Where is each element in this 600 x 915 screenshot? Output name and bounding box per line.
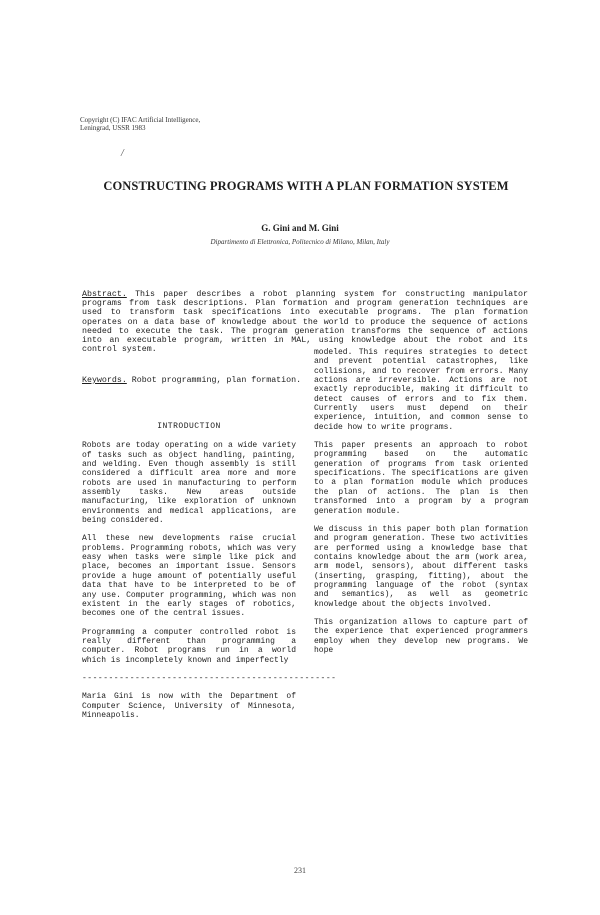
margin-mark: / [121,148,124,159]
copyright-notice [80,116,200,132]
abstract-text: This paper describes a robot planning system for constructing manipulator programs from task descriptions. Plan formation and program generation techniques are used to transform task specifications into executable programs. The plan formation operates on a data base of knowledge about the world to produce the sequence of actions needed to execute the task. The program generation transforms the sequence of actions into an executable program, written in MAL, using knowledge about the robot and its control system. [82,290,529,355]
intro-paragraph-1: Robots are today operating on a wide variety of tasks such as object handling, painting, and welding. Even though assembly is still considered a difficult area more and more robots are used in manufacturing to perform assembly tasks. New areas outside manufacturing, like exploration of unknown environments and medical applications, are being considered. [82,441,296,526]
intro-paragraph-3: Programming a computer controlled robot is really different than programming a computer. Robot programs run in a world which is incompletely known and imperfectly [82,627,296,665]
copyright-line-1: Copyright (C) IFAC Artificial Intelligence, [80,116,201,124]
intro-paragraph-4: modeled. This requires strategies to detect and prevent potential catastrophes, like collisions, and to recover from errors. Many actions are irreversible. Actions are not exactly reproducible, making it difficult to detect causes of errors and to fix them. Currently users must depend on their experience, intuition, and common sense to decide how to write programs. [314,348,528,432]
abstract-block [82,290,528,354]
left-column [82,348,337,720]
intro-paragraph-2: All these new developments raise crucial problems. Programming robots, which was very easy when tasks were simple like pick and place, becomes an important issue. Sensors provide a huge amount of potentially useful data that have to be interpreted to be of any use. Computer programming, which was non existent in the early stages of robotics, becomes one of the central issues. [82,534,296,619]
footnote: Maria Gini is now with the Department of Computer Science, University of Minnesota, Minneapolis. [82,692,296,720]
author-affiliation: Dipartimento di Elettronica, Politecnico di Milano, Milan, Italy [210,238,390,246]
paper-title: CONSTRUCTING PROGRAMS WITH A PLAN FORMATION SYSTEM [103,179,509,193]
copyright-line-2: Leningrad, USSR 1983 [80,124,146,132]
keywords-text: Robot programming, plan formation. [131,376,302,385]
abstract-label: Abstract. [82,290,127,299]
section-heading-introduction: INTRODUCTION [157,422,221,431]
right-column [314,348,528,664]
paper-authors: G. Gini and M. Gini [261,223,339,233]
intro-paragraph-6: We discuss in this paper both plan formation and program generation. These two activities are performed using a knowledge base that contains knowledge about the arm (work area, arm model, sensors), about different tasks (inserting, grasping, fitting), about the programming language of the robot (syntax and semantics), as well as geometric knowledge about the objects involved. [314,524,528,609]
intro-paragraph-5: This paper presents an approach to robot programming based on the automatic generation of programs from task oriented specifications. The specifications are given to a plan formation module which produces the plan of actions. The plan is then transformed into a program by a program generation module. [314,441,528,516]
intro-paragraph-7: This organization allows to capture part of the experience that experienced programmers employ when they develop new programs. We hope [314,617,528,655]
keywords-label: Keywords. [82,376,127,385]
page-number: 231 [294,866,306,875]
footnote-rule: ------------------------------------------------ [82,673,337,683]
